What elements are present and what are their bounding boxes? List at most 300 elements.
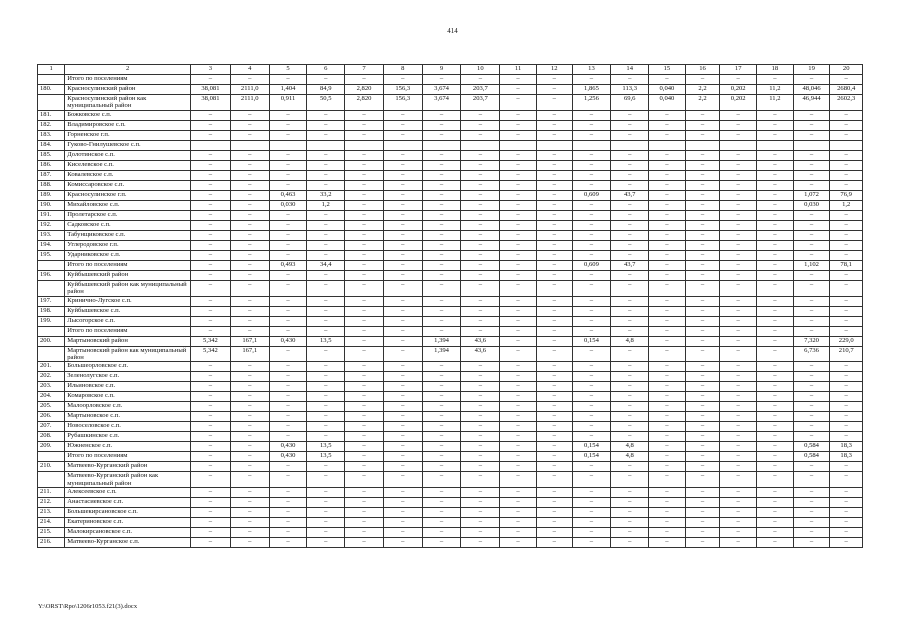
value-cell: – (757, 488, 794, 498)
value-cell: 2680,4 (830, 85, 863, 95)
value-cell: – (345, 472, 384, 488)
value-cell: – (461, 260, 500, 270)
value-cell: – (307, 422, 345, 432)
value-cell: – (757, 326, 794, 336)
value-cell: – (307, 372, 345, 382)
value-cell: – (422, 250, 461, 260)
settlement-name-cell: Гуково-Гнилушевское с.п. (65, 140, 191, 150)
value-cell: – (536, 412, 572, 422)
value-cell: – (230, 488, 269, 498)
value-cell: – (500, 346, 537, 362)
value-cell: – (536, 270, 572, 280)
value-cell (500, 140, 537, 150)
value-cell: – (461, 160, 500, 170)
value-cell: – (611, 422, 649, 432)
value-cell: – (383, 170, 422, 180)
header-cell: 7 (345, 65, 384, 75)
value-cell: – (611, 180, 649, 190)
value-cell: – (461, 210, 500, 220)
value-cell: – (685, 402, 720, 412)
value-cell: – (830, 422, 863, 432)
value-cell: – (191, 326, 231, 336)
header-cell: 4 (230, 65, 269, 75)
value-cell: – (830, 220, 863, 230)
value-cell: 1,072 (793, 190, 830, 200)
value-cell: – (269, 432, 307, 442)
value-cell: – (720, 110, 757, 120)
value-cell: – (793, 150, 830, 160)
value-cell: 43,7 (611, 190, 649, 200)
value-cell: – (269, 362, 307, 372)
value-cell: – (461, 180, 500, 190)
row-number-cell (38, 346, 65, 362)
value-cell: – (536, 280, 572, 296)
value-cell: – (461, 432, 500, 442)
value-cell: – (269, 270, 307, 280)
value-cell: – (500, 432, 537, 442)
value-cell: 43,7 (611, 260, 649, 270)
value-cell: 0,584 (793, 452, 830, 462)
value-cell: – (611, 432, 649, 442)
value-cell: – (345, 498, 384, 508)
settlement-name-cell: Мартыновский район (65, 336, 191, 346)
value-cell: – (572, 326, 611, 336)
value-cell: – (461, 372, 500, 382)
value-cell: – (422, 442, 461, 452)
value-cell (720, 140, 757, 150)
value-cell: – (345, 110, 384, 120)
row-number-cell: 216. (38, 538, 65, 548)
value-cell: – (536, 382, 572, 392)
value-cell: – (611, 518, 649, 528)
settlement-name-cell: Екатериновское с.п. (65, 518, 191, 528)
value-cell: – (422, 210, 461, 220)
row-number-cell: 183. (38, 130, 65, 140)
value-cell: – (572, 296, 611, 306)
value-cell: – (649, 120, 686, 130)
value-cell: – (461, 382, 500, 392)
row-number-cell: 209. (38, 442, 65, 452)
value-cell: – (611, 250, 649, 260)
value-cell: – (269, 120, 307, 130)
value-cell: – (649, 150, 686, 160)
value-cell: – (649, 372, 686, 382)
value-cell: – (572, 160, 611, 170)
value-cell: – (307, 250, 345, 260)
value-cell: – (383, 336, 422, 346)
value-cell: – (757, 346, 794, 362)
value-cell: – (536, 260, 572, 270)
value-cell: – (830, 412, 863, 422)
value-cell: – (345, 422, 384, 432)
value-cell: – (720, 412, 757, 422)
value-cell: – (793, 538, 830, 548)
value-cell: – (230, 372, 269, 382)
value-cell: – (461, 392, 500, 402)
value-cell: – (536, 392, 572, 402)
value-cell: – (685, 200, 720, 210)
value-cell: – (191, 402, 231, 412)
row-number-cell: 208. (38, 432, 65, 442)
table-row (38, 260, 863, 270)
value-cell: – (830, 75, 863, 85)
value-cell: – (345, 150, 384, 160)
value-cell: – (611, 110, 649, 120)
value-cell: 2602,3 (830, 95, 863, 111)
value-cell: 203,7 (461, 95, 500, 111)
value-cell: – (191, 150, 231, 160)
value-cell: – (383, 75, 422, 85)
value-cell: – (685, 452, 720, 462)
value-cell: – (793, 498, 830, 508)
table-row (38, 95, 863, 111)
value-cell: – (500, 110, 537, 120)
value-cell: – (572, 382, 611, 392)
value-cell: – (793, 472, 830, 488)
value-cell: – (685, 110, 720, 120)
value-cell: 6,736 (793, 346, 830, 362)
value-cell: 156,3 (383, 85, 422, 95)
value-cell: – (191, 528, 231, 538)
value-cell (422, 140, 461, 150)
value-cell: – (685, 170, 720, 180)
value-cell: – (345, 326, 384, 336)
value-cell: – (461, 326, 500, 336)
value-cell: – (345, 260, 384, 270)
value-cell: – (422, 362, 461, 372)
value-cell: – (572, 412, 611, 422)
value-cell: – (383, 280, 422, 296)
value-cell: – (422, 422, 461, 432)
settlement-name-cell: Киселевское с.п. (65, 160, 191, 170)
value-cell: – (269, 220, 307, 230)
settlement-name-cell: Табунщиковское с.п. (65, 230, 191, 240)
settlement-name-cell: Итого по поселениям (65, 326, 191, 336)
value-cell: – (422, 160, 461, 170)
value-cell: – (757, 75, 794, 85)
value-cell: – (230, 270, 269, 280)
value-cell: – (572, 372, 611, 382)
value-cell: – (830, 150, 863, 160)
value-cell: – (307, 392, 345, 402)
value-cell: – (461, 452, 500, 462)
value-cell: – (536, 508, 572, 518)
row-number-cell: 187. (38, 170, 65, 180)
value-cell: – (307, 230, 345, 240)
value-cell: – (269, 402, 307, 412)
value-cell: – (536, 250, 572, 260)
value-cell: – (793, 528, 830, 538)
value-cell: – (230, 432, 269, 442)
value-cell: – (720, 180, 757, 190)
value-cell: 2,2 (685, 85, 720, 95)
value-cell: – (685, 538, 720, 548)
value-cell: – (422, 220, 461, 230)
value-cell: – (611, 528, 649, 538)
row-number-cell: 184. (38, 140, 65, 150)
value-cell: – (720, 75, 757, 85)
value-cell: 43,6 (461, 336, 500, 346)
value-cell: – (793, 412, 830, 422)
value-cell: – (191, 250, 231, 260)
value-cell: – (461, 110, 500, 120)
table-row (38, 538, 863, 548)
value-cell: – (536, 75, 572, 85)
value-cell: – (345, 336, 384, 346)
value-cell: – (685, 346, 720, 362)
table-row (38, 85, 863, 95)
value-cell: – (685, 372, 720, 382)
value-cell: 2,2 (685, 95, 720, 111)
value-cell: 3,674 (422, 95, 461, 111)
value-cell: – (757, 170, 794, 180)
value-cell: – (383, 452, 422, 462)
value-cell: – (757, 472, 794, 488)
table-row (38, 280, 863, 296)
value-cell: – (230, 130, 269, 140)
value-cell: 1,404 (269, 85, 307, 95)
value-cell: – (345, 270, 384, 280)
value-cell: – (422, 170, 461, 180)
value-cell: 1,2 (830, 200, 863, 210)
value-cell: 78,1 (830, 260, 863, 270)
value-cell: – (461, 306, 500, 316)
value-cell: – (230, 220, 269, 230)
value-cell: – (757, 180, 794, 190)
value-cell: – (461, 75, 500, 85)
value-cell: – (191, 372, 231, 382)
value-cell: – (461, 498, 500, 508)
value-cell: – (793, 120, 830, 130)
value-cell: – (345, 518, 384, 528)
value-cell: – (793, 270, 830, 280)
value-cell: – (191, 472, 231, 488)
value-cell: – (269, 538, 307, 548)
table-row (38, 508, 863, 518)
header-cell: 17 (720, 65, 757, 75)
value-cell: – (191, 120, 231, 130)
value-cell: – (793, 130, 830, 140)
value-cell: – (345, 240, 384, 250)
row-number-cell: 203. (38, 382, 65, 392)
value-cell: – (720, 220, 757, 230)
value-cell: – (720, 488, 757, 498)
value-cell: – (191, 362, 231, 372)
value-cell: – (685, 382, 720, 392)
value-cell: – (685, 240, 720, 250)
value-cell: – (191, 462, 231, 472)
value-cell: – (500, 150, 537, 160)
value-cell: – (793, 296, 830, 306)
table-row (38, 346, 863, 362)
table-row (38, 120, 863, 130)
value-cell: 0,609 (572, 260, 611, 270)
settlement-name-cell: Углеродовское г.п. (65, 240, 191, 250)
value-cell: – (383, 110, 422, 120)
value-cell: – (572, 462, 611, 472)
table-row (38, 190, 863, 200)
value-cell: – (572, 316, 611, 326)
value-cell: – (500, 180, 537, 190)
value-cell: 7,320 (793, 336, 830, 346)
value-cell (793, 140, 830, 150)
value-cell: – (830, 120, 863, 130)
value-cell: – (269, 210, 307, 220)
value-cell: – (757, 120, 794, 130)
value-cell: – (461, 528, 500, 538)
value-cell: – (757, 280, 794, 296)
value-cell: – (191, 316, 231, 326)
row-number-cell: 195. (38, 250, 65, 260)
value-cell: – (757, 150, 794, 160)
value-cell: – (461, 200, 500, 210)
file-path: Y:\ORST\Rpo\1206r1053.f21(3).docx (38, 603, 138, 610)
value-cell: – (685, 230, 720, 240)
value-cell: – (757, 452, 794, 462)
value-cell: 0,154 (572, 452, 611, 462)
value-cell: 0,584 (793, 442, 830, 452)
value-cell: – (793, 392, 830, 402)
value-cell: 18,3 (830, 442, 863, 452)
header-cell: 2 (65, 65, 191, 75)
value-cell: – (720, 200, 757, 210)
value-cell: 113,3 (611, 85, 649, 95)
value-cell: – (793, 432, 830, 442)
value-cell: – (500, 230, 537, 240)
value-cell: – (757, 210, 794, 220)
value-cell: – (422, 230, 461, 240)
value-cell: 0,030 (269, 200, 307, 210)
value-cell (230, 140, 269, 150)
value-cell: – (461, 250, 500, 260)
value-cell: – (269, 180, 307, 190)
value-cell: – (383, 250, 422, 260)
value-cell (757, 140, 794, 150)
value-cell: – (307, 326, 345, 336)
value-cell (383, 140, 422, 150)
settlement-name-cell: Алексеевское с.п. (65, 488, 191, 498)
value-cell: – (757, 462, 794, 472)
value-cell: – (536, 402, 572, 412)
value-cell: – (500, 250, 537, 260)
value-cell: – (230, 160, 269, 170)
value-cell: – (422, 306, 461, 316)
value-cell: – (230, 528, 269, 538)
value-cell: – (383, 240, 422, 250)
value-cell: – (422, 190, 461, 200)
row-number-cell: 186. (38, 160, 65, 170)
value-cell: – (757, 110, 794, 120)
value-cell: – (345, 432, 384, 442)
value-cell: – (793, 230, 830, 240)
value-cell: – (422, 488, 461, 498)
value-cell: – (611, 296, 649, 306)
value-cell: – (649, 130, 686, 140)
value-cell: – (793, 488, 830, 498)
value-cell: – (383, 316, 422, 326)
table-row (38, 462, 863, 472)
value-cell: – (345, 130, 384, 140)
table-row (38, 240, 863, 250)
value-cell: 1,102 (793, 260, 830, 270)
value-cell: – (757, 382, 794, 392)
value-cell: 0,202 (720, 95, 757, 111)
value-cell: – (685, 75, 720, 85)
value-cell: – (830, 296, 863, 306)
value-cell: – (500, 130, 537, 140)
settlement-name-cell: Пролетарское с.п. (65, 210, 191, 220)
value-cell: – (345, 280, 384, 296)
value-cell: – (611, 270, 649, 280)
value-cell: – (793, 306, 830, 316)
value-cell: – (536, 130, 572, 140)
value-cell: – (611, 316, 649, 326)
value-cell: – (793, 402, 830, 412)
value-cell: – (649, 110, 686, 120)
value-cell: – (422, 412, 461, 422)
value-cell: – (649, 392, 686, 402)
value-cell: – (383, 210, 422, 220)
value-cell: – (230, 170, 269, 180)
header-cell: 18 (757, 65, 794, 75)
table-row (38, 442, 863, 452)
value-cell: – (345, 382, 384, 392)
value-cell: – (685, 336, 720, 346)
value-cell: – (649, 160, 686, 170)
value-cell: – (307, 270, 345, 280)
value-cell: – (572, 422, 611, 432)
value-cell: – (422, 326, 461, 336)
settlement-name-cell: Итого по поселениям (65, 260, 191, 270)
row-number-cell: 200. (38, 336, 65, 346)
value-cell: – (269, 280, 307, 296)
value-cell: – (461, 280, 500, 296)
value-cell: – (757, 498, 794, 508)
value-cell: – (345, 392, 384, 402)
value-cell: – (422, 150, 461, 160)
value-cell: – (757, 402, 794, 412)
value-cell: – (649, 452, 686, 462)
header-cell: 5 (269, 65, 307, 75)
value-cell: – (611, 412, 649, 422)
value-cell: – (230, 150, 269, 160)
value-cell: – (572, 402, 611, 412)
value-cell: – (572, 240, 611, 250)
value-cell: – (720, 260, 757, 270)
value-cell: – (720, 442, 757, 452)
value-cell: – (461, 190, 500, 200)
value-cell: – (649, 220, 686, 230)
value-cell: – (649, 488, 686, 498)
value-cell: – (757, 190, 794, 200)
value-cell: – (383, 412, 422, 422)
value-cell: – (536, 306, 572, 316)
value-cell: – (191, 270, 231, 280)
value-cell: – (685, 498, 720, 508)
value-cell: – (536, 85, 572, 95)
value-cell: – (461, 538, 500, 548)
value-cell: – (830, 498, 863, 508)
row-number-cell: 181. (38, 110, 65, 120)
value-cell: – (572, 230, 611, 240)
table-row (38, 220, 863, 230)
value-cell: – (383, 346, 422, 362)
value-cell: – (269, 296, 307, 306)
value-cell: – (720, 528, 757, 538)
value-cell: – (793, 220, 830, 230)
value-cell: – (422, 452, 461, 462)
value-cell: – (191, 306, 231, 316)
